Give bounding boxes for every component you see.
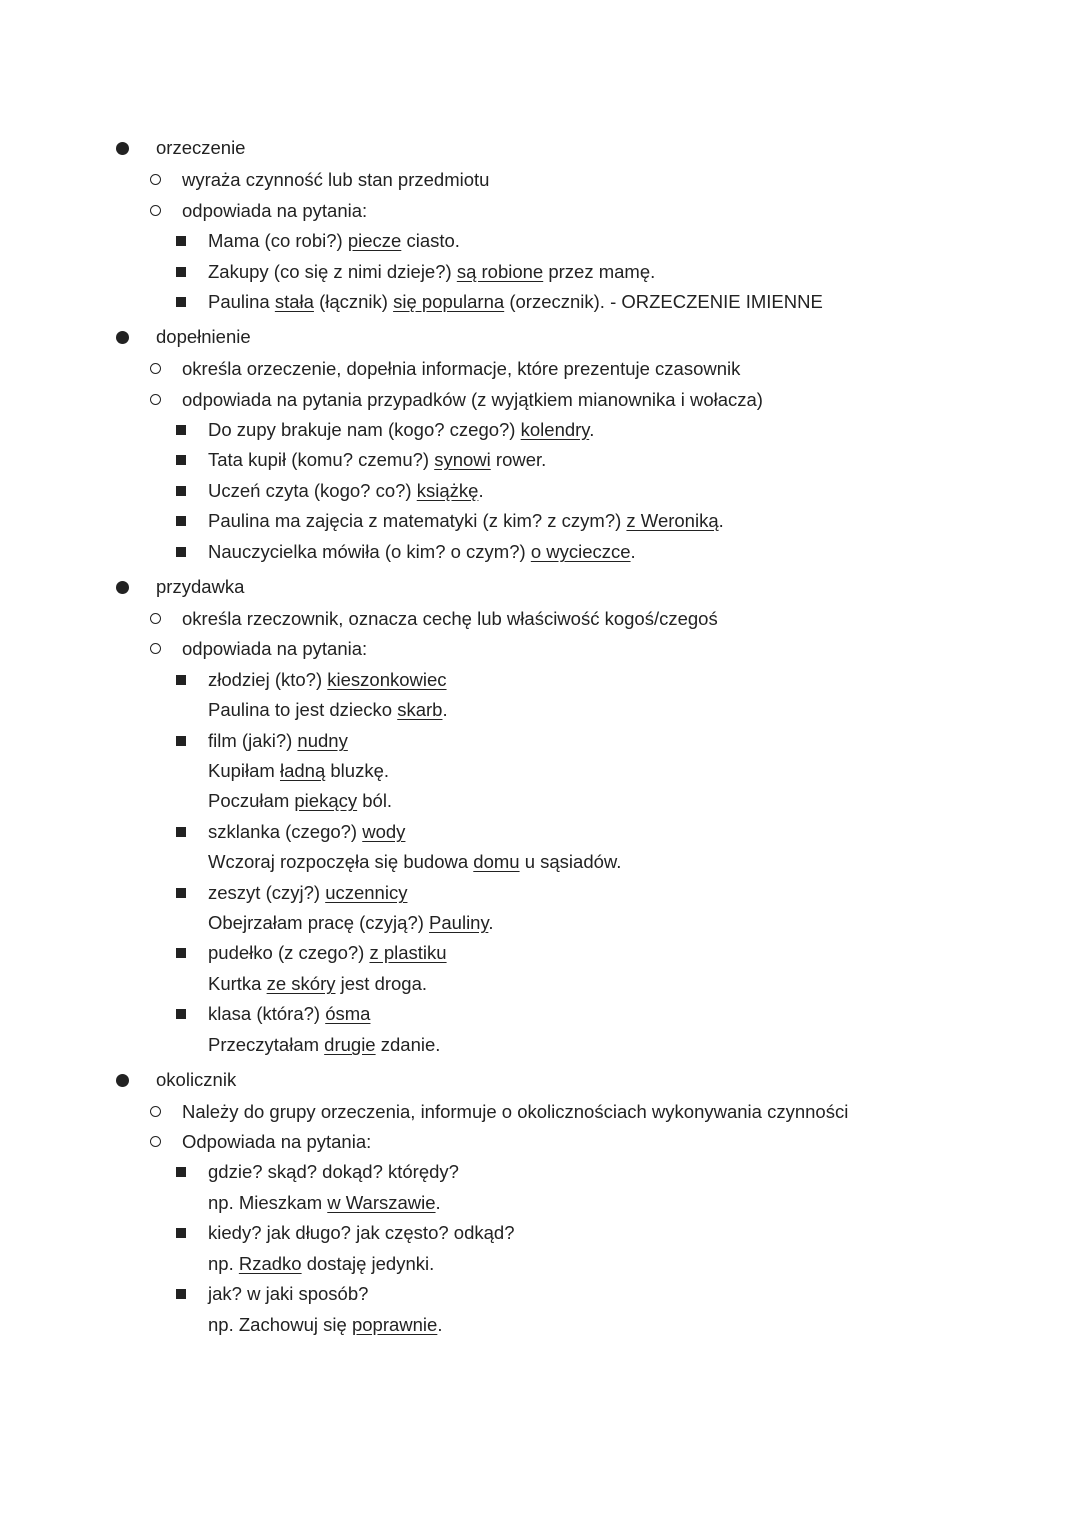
text-run: . (589, 419, 595, 440)
section-heading: przydawka (156, 576, 245, 597)
square-bullet-icon (176, 948, 186, 958)
hollow-circle-bullet-icon (150, 643, 161, 654)
example-continuation (208, 790, 392, 812)
underlined-phrase: domu (473, 851, 520, 872)
underlined-phrase: ósma (325, 1003, 371, 1024)
text-run: . (435, 1192, 441, 1213)
text-run: Wczoraj rozpoczęła się budowa (208, 851, 474, 872)
example-continuation (208, 851, 621, 873)
underlined-phrase: się popularna (393, 291, 505, 312)
list-item: określa orzeczenie, dopełnia informacje, które prezentuje czasownik (182, 358, 741, 379)
filled-circle-bullet-icon (116, 1074, 129, 1087)
example-continuation (208, 1253, 434, 1275)
text-run: ból. (357, 790, 393, 811)
text-run: pudełko (z czego?) (208, 942, 370, 963)
hollow-circle-bullet-icon (150, 1136, 161, 1147)
text-run: u sąsiadów. (519, 851, 622, 872)
list-item: odpowiada na pytania przypadków (z wyjątkiem mianownika i wołacza) (182, 389, 763, 410)
section-heading: orzeczenie (156, 137, 246, 158)
text-run: jak? w jaki sposób? (208, 1283, 369, 1304)
square-bullet-icon (176, 1009, 186, 1019)
hollow-circle-bullet-icon (150, 613, 161, 624)
text-run: Kupiłam (208, 760, 280, 781)
example-sentence (208, 942, 447, 964)
text-run: . (630, 541, 636, 562)
underlined-phrase: książkę (416, 480, 479, 501)
example-sentence (208, 510, 724, 532)
example-continuation (208, 760, 389, 782)
example-continuation (208, 1192, 441, 1214)
example-sentence (208, 419, 594, 441)
underlined-phrase: drugie (324, 1034, 376, 1055)
text-run: Poczułam (208, 790, 295, 811)
underlined-phrase: skarb (397, 699, 443, 720)
square-bullet-icon (176, 267, 186, 277)
square-bullet-icon (176, 1289, 186, 1299)
text-run: . (488, 912, 494, 933)
underlined-phrase: nudny (297, 730, 348, 751)
text-run: kiedy? jak długo? jak często? odkąd? (208, 1222, 515, 1243)
underlined-phrase: kolendry (520, 419, 590, 440)
example-sentence (208, 882, 407, 904)
section-heading: dopełnienie (156, 326, 251, 347)
text-run: zeszyt (czyj?) (208, 882, 326, 903)
square-bullet-icon (176, 297, 186, 307)
square-bullet-icon (176, 827, 186, 837)
text-run: bluzkę. (325, 760, 390, 781)
filled-circle-bullet-icon (116, 581, 129, 594)
underlined-phrase: w Warszawie (327, 1192, 436, 1213)
underlined-phrase: ze skóry (266, 973, 336, 994)
text-run: film (jaki?) (208, 730, 298, 751)
underlined-phrase: ładną (279, 760, 326, 781)
underlined-phrase: z Weroniką (626, 510, 719, 531)
hollow-circle-bullet-icon (150, 394, 161, 405)
example-sentence (208, 449, 546, 471)
example-sentence (208, 821, 405, 843)
example-continuation (208, 699, 448, 721)
text-run: Paulina to jest dziecko (208, 699, 398, 720)
square-bullet-icon (176, 236, 186, 246)
text-run: . (478, 480, 484, 501)
example-sentence (208, 730, 348, 752)
text-run: jest droga. (335, 973, 428, 994)
text-run: szklanka (czego?) (208, 821, 363, 842)
example-sentence (208, 541, 636, 563)
square-bullet-icon (176, 486, 186, 496)
list-item: wyraża czynność lub stan przedmiotu (182, 169, 490, 190)
text-run: . (718, 510, 724, 531)
underlined-phrase: z plastiku (369, 942, 447, 963)
text-run: ciasto. (401, 230, 460, 251)
text-run: Paulina (208, 291, 275, 312)
list-item: odpowiada na pytania: (182, 638, 368, 659)
underlined-phrase: piecze (347, 230, 402, 251)
example-sentence (208, 230, 460, 252)
example-sentence (208, 291, 823, 313)
text-run: . (442, 699, 448, 720)
filled-circle-bullet-icon (116, 142, 129, 155)
example-continuation (208, 1314, 442, 1336)
underlined-phrase: uczennicy (325, 882, 408, 903)
list-item: odpowiada na pytania: (182, 200, 368, 221)
underlined-phrase: są robione (456, 261, 544, 282)
underlined-phrase: wody (362, 821, 406, 842)
square-bullet-icon (176, 675, 186, 685)
hollow-circle-bullet-icon (150, 363, 161, 374)
text-run: zdanie. (375, 1034, 441, 1055)
text-run: Zakupy (co się z nimi dzieje?) (208, 261, 457, 282)
text-run: Mama (co robi?) (208, 230, 348, 251)
underlined-phrase: o wycieczce (530, 541, 631, 562)
text-run: . (437, 1314, 443, 1335)
underlined-phrase: poprawnie (351, 1314, 438, 1335)
example-sentence (208, 1222, 514, 1244)
example-continuation (208, 1034, 440, 1056)
square-bullet-icon (176, 1228, 186, 1238)
text-run: np. Mieszkam (208, 1192, 328, 1213)
underlined-phrase: piekący (294, 790, 358, 811)
text-run: (orzecznik). - ORZECZENIE IMIENNE (504, 291, 823, 312)
text-run: np. Zachowuj się (208, 1314, 352, 1335)
example-continuation (208, 973, 427, 995)
text-run: Obejrzałam pracę (czyją?) (208, 912, 430, 933)
list-item: Należy do grupy orzeczenia, informuje o okolicznościach wykonywania czynności (182, 1101, 849, 1122)
hollow-circle-bullet-icon (150, 174, 161, 185)
list-item: Odpowiada na pytania: (182, 1131, 372, 1152)
square-bullet-icon (176, 516, 186, 526)
underlined-phrase: Pauliny (429, 912, 489, 933)
text-run: gdzie? skąd? dokąd? którędy? (208, 1161, 459, 1182)
text-run: Do zupy brakuje nam (kogo? czego?) (208, 419, 521, 440)
text-run: złodziej (kto?) (208, 669, 328, 690)
example-continuation (208, 912, 494, 934)
underlined-phrase: kieszonkowiec (327, 669, 447, 690)
text-run: Nauczycielka mówiła (o kim? o czym?) (208, 541, 531, 562)
example-sentence (208, 1161, 459, 1183)
underlined-phrase: synowi (434, 449, 491, 470)
text-run: klasa (która?) (208, 1003, 326, 1024)
example-sentence (208, 1283, 368, 1305)
hollow-circle-bullet-icon (150, 205, 161, 216)
square-bullet-icon (176, 736, 186, 746)
text-run: np. (208, 1253, 239, 1274)
example-sentence (208, 261, 655, 283)
text-run: Paulina ma zajęcia z matematyki (z kim? z czym?) (208, 510, 627, 531)
square-bullet-icon (176, 888, 186, 898)
list-item: określa rzeczownik, oznacza cechę lub właściwość kogoś/czegoś (182, 608, 718, 629)
section-heading: okolicznik (156, 1069, 237, 1090)
text-run: Kurtka (208, 973, 267, 994)
underlined-phrase: stała (274, 291, 314, 312)
filled-circle-bullet-icon (116, 331, 129, 344)
square-bullet-icon (176, 547, 186, 557)
square-bullet-icon (176, 425, 186, 435)
example-sentence (208, 669, 447, 691)
text-run: Tata kupił (komu? czemu?) (208, 449, 435, 470)
text-run: rower. (490, 449, 547, 470)
text-run: dostaję jedynki. (301, 1253, 435, 1274)
example-sentence (208, 1003, 370, 1025)
underlined-phrase: Rzadko (238, 1253, 302, 1274)
example-sentence (208, 480, 484, 502)
square-bullet-icon (176, 455, 186, 465)
hollow-circle-bullet-icon (150, 1106, 161, 1117)
text-run: Przeczytałam (208, 1034, 325, 1055)
text-run: przez mamę. (543, 261, 656, 282)
text-run: (łącznik) (313, 291, 394, 312)
text-run: Uczeń czyta (kogo? co?) (208, 480, 417, 501)
square-bullet-icon (176, 1167, 186, 1177)
